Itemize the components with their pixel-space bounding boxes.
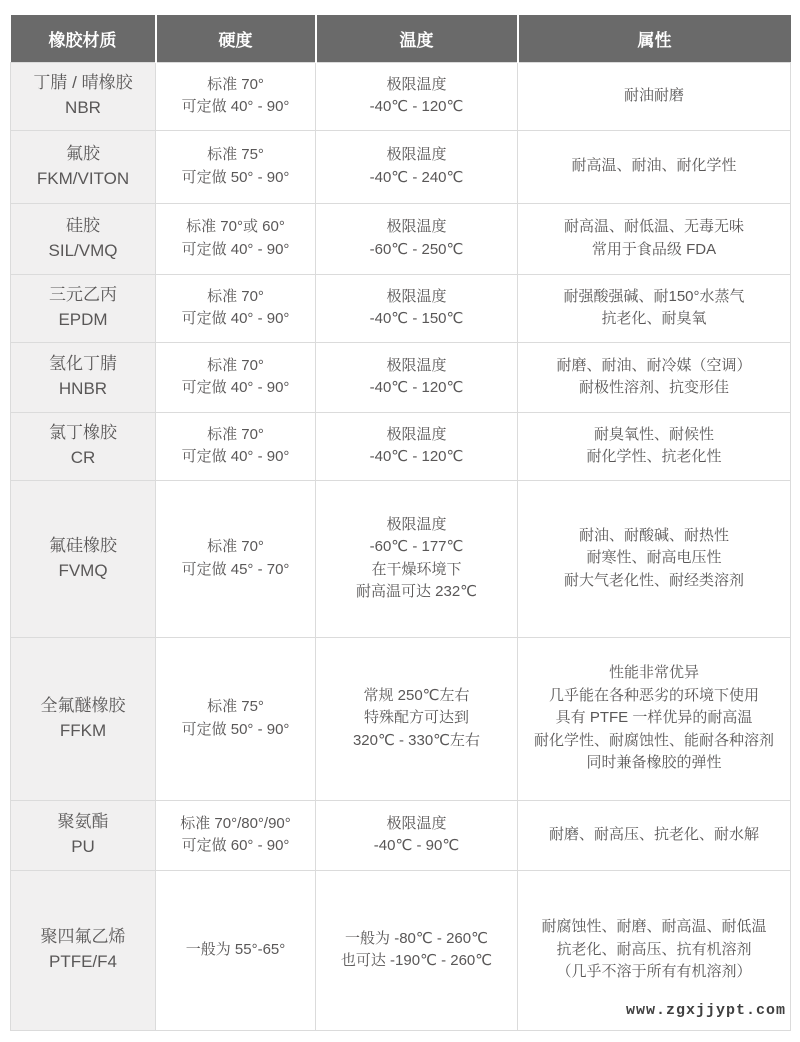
cell-attributes [518,342,791,412]
cell-line: 可定做 40° - 90° [181,379,290,396]
cell-line: 可定做 50° - 90° [181,168,290,186]
cell-line: 极限温度 [386,75,447,93]
cell-line: 极限温度 [386,515,447,533]
cell-line: 标准 70° [207,538,264,555]
cell-line: 耐高温可达 232℃ [355,583,478,600]
cell-temperature [316,412,518,480]
cell-hardness [156,274,316,342]
cell-line: 全氟醚橡胶 [40,695,126,715]
cell-line: 氢化丁腈 [49,354,117,374]
cell-temperature [316,480,518,637]
table-row [11,637,791,800]
cell-line: 可定做 60° - 90° [181,837,290,854]
cell-line: 抗老化、耐臭氧 [601,310,707,327]
cell-line: 耐寒性、耐高电压性 [586,549,722,567]
cell-line: SIL/VMQ [48,240,118,260]
cell-line: 可定做 50° - 90° [181,720,290,738]
cell-line: 硅胶 [66,215,100,235]
cell-line: 耐高温、耐油、耐化学性 [571,157,737,175]
cell-temperature [316,870,518,1030]
table-row [11,130,791,203]
cell-temperature [316,800,518,870]
column-header-material: 橡胶材质 [11,15,156,62]
table-row [11,62,791,130]
cell-line: 极限温度 [386,287,447,305]
cell-line: 标准 75° [207,698,264,715]
column-header-attributes: 属性 [518,15,791,62]
cell-line: 聚四氟乙烯 [40,927,126,947]
cell-line: 极限温度 [386,146,447,163]
cell-line: -40℃ - 120℃ [369,379,464,396]
column-header-hardness: 硬度 [156,15,316,62]
cell-line: 耐磨、耐油、耐冷媒（空调） [556,356,752,374]
table-row [11,342,791,412]
cell-line: 常规 250℃左右 [363,686,470,704]
cell-line: 标准 70° [207,425,264,443]
cell-line: 耐化学性、抗老化性 [586,448,722,465]
cell-line: PU [71,837,95,856]
cell-line: -60℃ - 250℃ [369,240,464,258]
cell-line: FVMQ [58,560,108,580]
cell-attributes [518,637,791,800]
cell-line: 几乎能在各种恶劣的环境下使用 [548,686,759,704]
cell-line: 标准 70°/80°/90° [180,814,291,832]
cell-attributes [518,203,791,274]
cell-line: 性能非常优异 [608,664,699,682]
cell-line: PTFE/F4 [48,952,117,971]
cell-line: 抗老化、耐高压、抗有机溶剂 [556,940,752,958]
cell-line: 氯丁橡胶 [49,423,117,443]
cell-line: 耐高温、耐低温、无毒无味 [563,218,744,235]
cell-line: 极限温度 [386,356,447,374]
cell-line: 可定做 40° - 90° [181,98,290,115]
cell-line: 聚氨酯 [57,812,109,832]
cell-line: 耐油、耐酸碱、耐热性 [578,526,729,544]
cell-line: 耐油耐磨 [623,86,684,104]
cell-line: 标准 75° [207,146,264,163]
cell-line: 极限温度 [386,218,447,235]
cell-line: 三元乙丙 [49,285,117,305]
cell-line: （几乎不溶于所有有机溶剂） [556,963,752,981]
cell-line: 可定做 40° - 90° [181,310,290,327]
cell-line: 标准 70°或 60° [186,218,285,235]
cell-material [11,203,156,274]
cell-line: EPDM [58,310,108,329]
cell-hardness [156,800,316,870]
cell-line: NBR [65,98,101,117]
cell-material [11,870,156,1030]
column-header-temperature: 温度 [316,15,518,62]
cell-line: 常用于食品级 FDA [591,240,717,258]
cell-line: 特殊配方可达到 [363,709,469,727]
cell-line: FFKM [59,720,107,740]
cell-hardness [156,480,316,637]
cell-attributes [518,800,791,870]
cell-line: 耐磨、耐高压、抗老化、耐水解 [548,825,759,843]
cell-temperature [316,637,518,800]
cell-line: 耐大气老化性、耐经类溶剂 [563,571,744,589]
cell-line: 320℃ - 330℃左右 [352,731,481,749]
cell-hardness [156,870,316,1030]
cell-hardness [156,637,316,800]
table-row [11,203,791,274]
cell-line: 具有 PTFE 一样优异的耐高温 [555,709,753,727]
cell-line: 在干燥环境下 [371,560,462,578]
cell-temperature [316,130,518,203]
cell-line: 耐强酸强碱、耐150°水蒸气 [563,287,745,305]
cell-material [11,342,156,412]
cell-line: 一般为 55°-65° [185,940,286,958]
website-watermark: www.zgxjjypt.com [625,1002,786,1019]
cell-hardness [156,342,316,412]
table-row [11,800,791,870]
header-row [11,15,791,62]
cell-line: -40℃ - 150℃ [369,310,464,327]
cell-hardness [156,412,316,480]
cell-line: 标准 70° [207,75,264,93]
cell-line: 耐化学性、耐腐蚀性、能耐各种溶剂 [533,731,774,749]
cell-line: 极限温度 [386,814,447,832]
rubber-materials-table [10,15,791,1031]
cell-material [11,412,156,480]
cell-hardness [156,130,316,203]
table-body [11,62,791,1030]
cell-material [11,637,156,800]
cell-hardness [156,62,316,130]
table-row [11,412,791,480]
cell-attributes [518,412,791,480]
cell-line: -40℃ - 120℃ [369,98,464,115]
cell-line: 氟硅橡胶 [49,535,117,555]
cell-line: 可定做 45° - 70° [181,560,290,578]
table-row [11,480,791,637]
table-row [11,274,791,342]
cell-line: 耐臭氧性、耐候性 [593,425,714,443]
cell-line: 丁腈 / 晴橡胶 [33,73,133,93]
cell-line: 标准 70° [207,287,264,305]
cell-attributes [518,62,791,130]
cell-line: -60℃ - 177℃ [369,538,464,555]
cell-line: 同时兼备橡胶的弹性 [586,754,722,772]
cell-line: 标准 70° [207,356,264,374]
cell-hardness [156,203,316,274]
table-header [11,15,791,62]
cell-line: 一般为 -80℃ - 260℃ [345,929,488,947]
cell-attributes [518,274,791,342]
cell-line: 极限温度 [386,425,447,443]
cell-attributes [518,130,791,203]
cell-line: -40℃ - 90℃ [373,837,460,854]
cell-material [11,274,156,342]
cell-attributes [518,480,791,637]
cell-material [11,130,156,203]
cell-material [11,800,156,870]
cell-temperature [316,203,518,274]
cell-line: 可定做 40° - 90° [181,240,290,258]
cell-temperature [316,274,518,342]
cell-material [11,480,156,637]
cell-temperature [316,342,518,412]
cell-temperature [316,62,518,130]
cell-line: 可定做 40° - 90° [181,448,290,465]
cell-line: -40℃ - 120℃ [369,448,464,465]
cell-line: CR [70,448,96,467]
cell-line: 也可达 -190℃ - 260℃ [340,952,493,969]
cell-line: HNBR [58,379,108,398]
cell-material [11,62,156,130]
cell-line: 氟胶 [66,143,100,163]
cell-line: -40℃ - 240℃ [369,168,464,186]
cell-line: 耐腐蚀性、耐磨、耐高温、耐低温 [541,918,767,936]
cell-line: 耐极性溶剂、抗变形佳 [578,379,729,396]
cell-line: FKM/VITON [36,168,130,188]
